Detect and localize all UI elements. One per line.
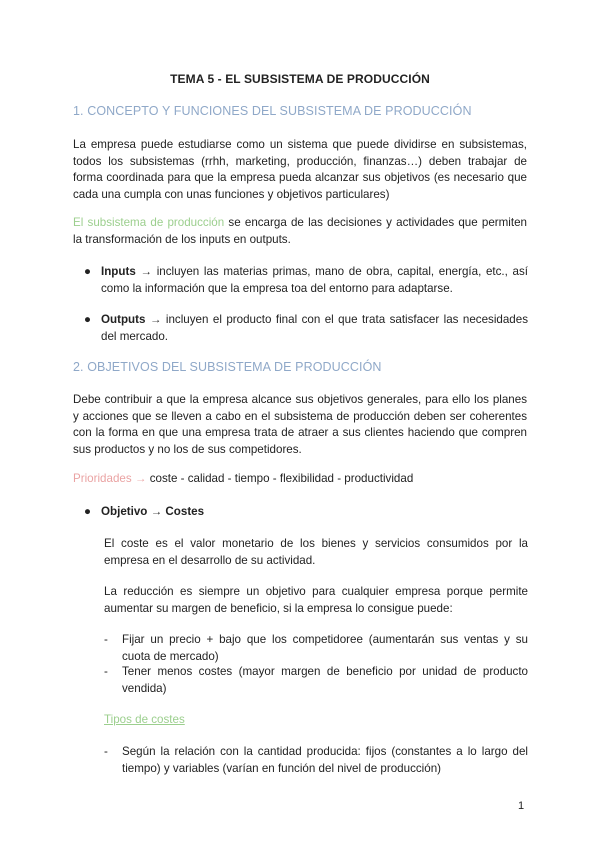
inputs-text: incluyen las materias primas, mano de obra, capital, energía, etc., así como la información que la empresa toa del entorno para adaptarse. (101, 265, 528, 295)
dash-icon: - (104, 745, 108, 758)
cost-types-heading: Tipos de costes (104, 713, 185, 726)
page-title: TEMA 5 - EL SUBSISTEMA DE PRODUCCIÓN (170, 72, 430, 86)
arrow-right-icon: → (131, 472, 150, 485)
cost-reduction-paragraph: La reducción es siempre un objetivo para cualquier empresa porque permite aumentar su margen de beneficio, si la empresa lo consigue puede: (104, 585, 528, 615)
bullet-icon: ● (84, 265, 92, 278)
inputs-term: Inputs (101, 265, 136, 278)
cost-types-text: Según la relación con la cantidad producida: fijos (constantes a lo largo del tiempo) y variables (varían en función del nivel de producción) (122, 745, 528, 775)
priorities-label: Prioridades (73, 472, 132, 485)
outputs-term: Outputs (101, 313, 146, 326)
cost-definition-paragraph: El coste es el valor monetario de los bienes y servicios consumidos por la empresa en el desarrollo de su actividad. (104, 537, 528, 567)
section2-heading: 2. OBJETIVOS DEL SUBSISTEMA DE PRODUCCIÓN (73, 360, 382, 374)
section1-paragraph1: La empresa puede estudiarse como un sistema que puede dividirse en subsistemas, todos los subsistemas (rrhh, marketing, producción, finanzas…) deben trabajar de forma coordinada para que la empresa pueda alcanzar sus objetivos (es necesario que cada una cumpla con unas funciones y objetivos particulares) (73, 138, 527, 201)
objective-costs-text: Objetivo → Costes (101, 505, 205, 518)
lower-costs-text: Tener menos costes (mayor margen de beneficio por unidad de producto vendida) (122, 665, 528, 695)
page-number: 1 (518, 800, 525, 812)
bullet-icon: ● (84, 313, 92, 326)
section1-paragraph2-rest: se encarga de las decisiones y actividades que permiten la transformación de los inputs en outputs. (73, 216, 527, 246)
dash-icon: - (104, 633, 108, 646)
lower-price-text: Fijar un precio + bajo que los competidoree (aumentarán sus ventas y su cuota de mercado) (122, 633, 528, 663)
priorities-line (73, 471, 527, 488)
arrow-right-icon: → (135, 265, 157, 278)
dash-icon: - (104, 665, 108, 678)
section1-paragraph2 (73, 215, 527, 248)
arrow-right-icon: → (145, 313, 166, 326)
bullet-icon: ● (84, 505, 92, 518)
priorities-text: coste - calidad - tiempo - flexibilidad - productividad (149, 472, 414, 485)
production-subsystem-highlight: El subsistema de producción (73, 216, 225, 229)
section2-paragraph1: Debe contribuir a que la empresa alcance sus objetivos generales, para ello los planes y acciones que se lleven a cabo en el subsistema de producción deben ser coherentes con la forma en que una empresa trata de atraer a sus clientes haciendo que compren sus productos y no los de sus competidores. (73, 393, 527, 456)
outputs-text: incluyen el producto final con el que trata satisfacer las necesidades del mercado. (101, 313, 528, 343)
section1-heading: 1. CONCEPTO Y FUNCIONES DEL SUBSISTEMA DE PRODUCCIÓN (73, 104, 472, 118)
